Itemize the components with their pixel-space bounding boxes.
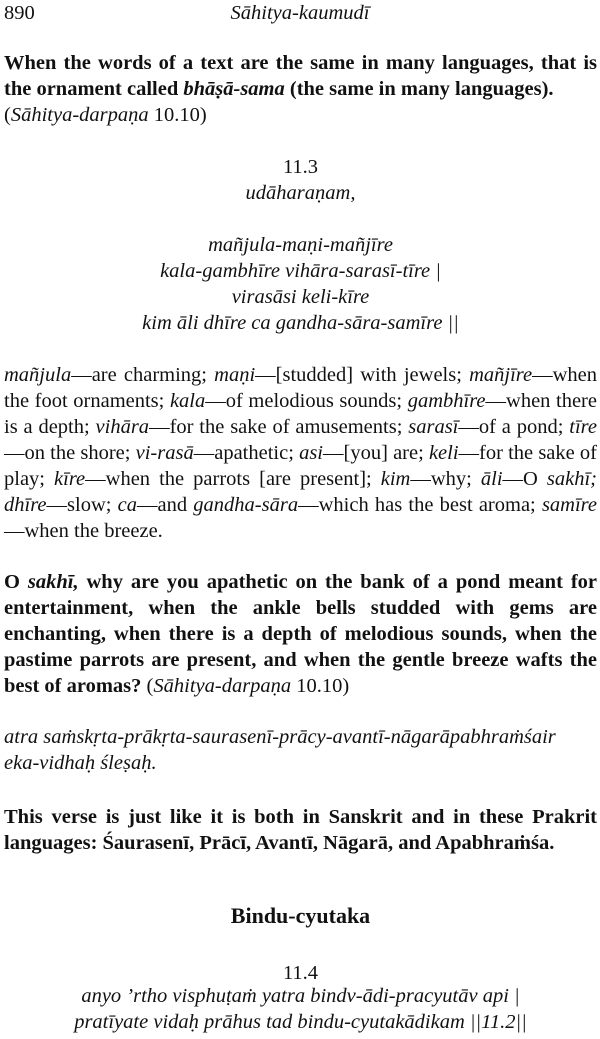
gloss-meaning: —when the parrots [are present]; bbox=[85, 468, 381, 490]
translation-term: sakhī, bbox=[27, 571, 79, 593]
verse-line: mañjula-maṇi-mañjīre bbox=[208, 234, 393, 256]
gloss-word: āli bbox=[480, 468, 503, 490]
gloss-meaning: —apathetic; bbox=[193, 442, 300, 464]
translation-paragraph bbox=[4, 569, 597, 699]
gloss-meaning: —for the sake of play; bbox=[4, 442, 597, 490]
gloss-word: sakhī; dhīre bbox=[4, 468, 597, 516]
sanskrit-note-line: eka-vidhaḥ śleṣaḥ. bbox=[4, 752, 157, 774]
gloss-word: gandha-sāra bbox=[193, 494, 299, 516]
citation-open: ( bbox=[4, 104, 11, 126]
verse-line: kim āli dhīre ca gandha-sāra-samīre || bbox=[142, 312, 459, 334]
gloss-meaning: —on the shore; bbox=[4, 442, 136, 464]
verse-line: kala-gambhīre vihāra-sarasī-tīre | bbox=[160, 260, 441, 282]
gloss-word: tīre bbox=[569, 416, 597, 438]
gloss-word: maṇi bbox=[214, 364, 256, 386]
gloss-meaning: —[you] are; bbox=[323, 442, 429, 464]
verse-line: virasāsi keli-kīre bbox=[231, 286, 370, 308]
gloss-meaning: —why; bbox=[410, 468, 481, 490]
gloss-meaning: —are charming; bbox=[71, 364, 215, 386]
gloss-meaning: —[studded] with jewels; bbox=[255, 364, 470, 386]
gloss-word: mañjula bbox=[4, 364, 72, 386]
gloss-meaning: —which has the best aroma; bbox=[298, 494, 542, 516]
sanskrit-note-line: atra saṁskṛta-prākṛta-saurasenī-prācy-avantī-nāgarāpabhraṁśair bbox=[4, 726, 556, 748]
gloss-word: kīre bbox=[54, 468, 86, 490]
gloss-word: kim bbox=[380, 468, 411, 490]
verse-line: pratīyate vidaḥ prāhus tad bindu-cyutakādikam ||11.2|| bbox=[74, 1011, 527, 1033]
verse-11-3 bbox=[4, 232, 597, 336]
definition-term: bhāṣā-sama bbox=[183, 78, 285, 100]
citation-ref: 10.10) bbox=[148, 104, 207, 126]
gloss-word: gambhīre bbox=[407, 390, 486, 412]
gloss-word: vihāra bbox=[95, 416, 150, 438]
gloss-meaning: —and bbox=[137, 494, 194, 516]
translation-prefix: O bbox=[4, 571, 28, 593]
verse-11-4 bbox=[4, 983, 597, 1035]
verse-number: 11.4 bbox=[282, 962, 319, 984]
definition-text: When the words of a text are the same in many languages, that is the ornament called bbox=[4, 52, 597, 100]
sanskrit-note bbox=[4, 724, 597, 776]
gloss-meaning: —of melodious sounds; bbox=[205, 390, 408, 412]
gloss-word: asi bbox=[299, 442, 323, 464]
citation-open: ( bbox=[146, 675, 154, 697]
verse-intro: udāharaṇam, bbox=[245, 182, 356, 204]
page-number: 890 bbox=[4, 2, 35, 24]
translation-2-paragraph: This verse is just like it is both in Sanskrit and in these Prakrit languages: Śaurasenī, Prācī, Avantī, Nāgarā, and Apabhraṁśa. bbox=[4, 806, 597, 854]
gloss-meaning: —when the foot ornaments; bbox=[4, 364, 597, 412]
gloss-meaning: —when the breeze. bbox=[4, 520, 163, 542]
word-gloss-paragraph bbox=[4, 362, 597, 544]
definition-gloss: (the same in many languages). bbox=[284, 78, 554, 100]
running-title: Sāhitya-kaumudī bbox=[230, 2, 370, 24]
gloss-meaning: —of a pond; bbox=[458, 416, 570, 438]
section-heading: Bindu-cyutaka bbox=[230, 903, 371, 928]
definition-paragraph bbox=[4, 50, 597, 128]
gloss-word: ca bbox=[117, 494, 137, 516]
citation-ref: 10.10) bbox=[291, 675, 350, 697]
verse-number: 11.3 bbox=[282, 156, 319, 178]
gloss-word: samīre bbox=[541, 494, 597, 516]
gloss-word: vi-rasā bbox=[135, 442, 194, 464]
gloss-word: keli bbox=[428, 442, 459, 464]
gloss-meaning: —O bbox=[502, 468, 547, 490]
citation-work: Sāhitya-darpaṇa bbox=[153, 675, 292, 697]
gloss-word: sarasī bbox=[408, 416, 459, 438]
verse-line: anyo ’rtho visphuṭaṁ yatra bindv-ādi-pracyutāv api | bbox=[81, 985, 520, 1007]
gloss-word: mañjīre bbox=[469, 364, 533, 386]
gloss-word: kala bbox=[169, 390, 206, 412]
gloss-meaning: —when there is a depth; bbox=[4, 390, 597, 438]
translation-text: why are you apathetic on the bank of a pond meant for entertainment, when the ankle bells studded with gems are enchanting, when there is a depth of melodious sounds, when the pastime parrots are present, and when the gentle breeze wafts the best of aromas? bbox=[4, 571, 597, 697]
gloss-meaning: —for the sake of amusements; bbox=[149, 416, 409, 438]
citation-work: Sāhitya-darpaṇa bbox=[10, 104, 149, 126]
gloss-meaning: —slow; bbox=[46, 494, 118, 516]
